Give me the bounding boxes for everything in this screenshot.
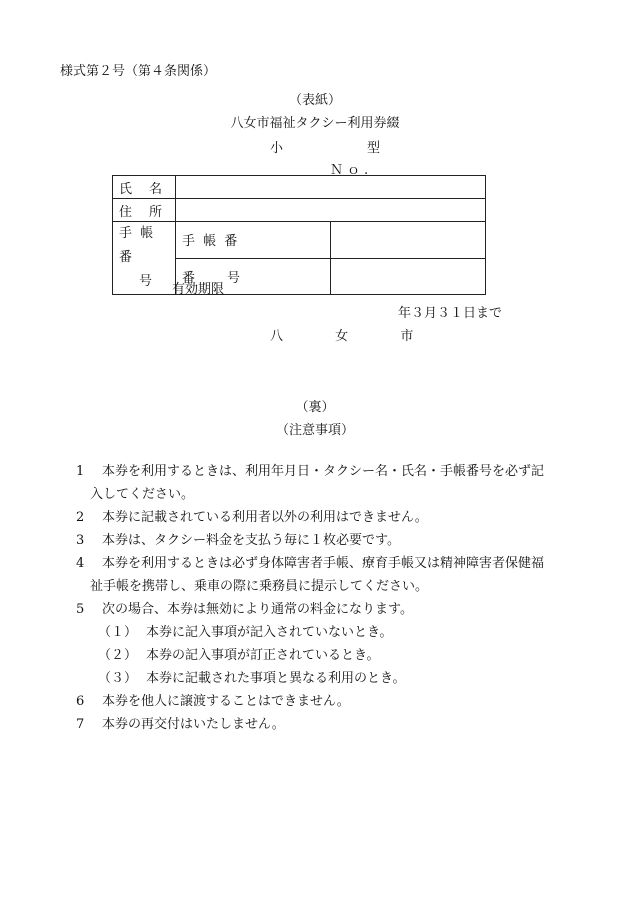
- note-number: 7: [76, 717, 85, 732]
- issuer-char-1: 八: [270, 329, 284, 344]
- note-number: 4: [76, 556, 85, 571]
- note-text-continued: 祉手帳を携帯し、乗車の際に乗務員に提示してください。: [90, 579, 429, 594]
- front-heading: （表紙）: [288, 93, 341, 108]
- info-table: [112, 175, 486, 295]
- size-right: 型: [366, 141, 380, 156]
- issuer: [270, 325, 413, 344]
- back-heading: （裏）: [295, 400, 335, 415]
- list-item: [76, 460, 576, 506]
- sub-list-item: [76, 621, 576, 644]
- sub-note-number: （２）: [98, 648, 138, 663]
- note-number: 3: [76, 533, 85, 548]
- note-number: 6: [76, 694, 85, 709]
- note-text: 次の場合、本券は無効により通常の料金になります。: [102, 602, 413, 617]
- sub-note-number: （１）: [98, 625, 138, 640]
- note-number: 5: [76, 602, 85, 617]
- sub-note-text: 本券に記載された事項と異なる利用のとき。: [146, 671, 406, 686]
- sub-list-item: [76, 644, 576, 667]
- note-text-continued: 入してください。: [90, 487, 195, 502]
- book-number-label-line1: 手 帳 番: [119, 226, 156, 265]
- note-text: 本券の再交付はいたしません。: [102, 717, 285, 732]
- name-field[interactable]: [176, 176, 486, 199]
- note-text: 本券は、タクシー料金を支払う毎に１枚必要です。: [102, 533, 400, 548]
- note-number: 1: [76, 464, 85, 479]
- book-sub-label-2: 番 号: [176, 258, 331, 295]
- note-text: 本券に記載されている利用者以外の利用はできません。: [102, 510, 428, 525]
- list-item: [76, 506, 576, 529]
- sub-note-text: 本券に記入事項が記入されていないとき。: [146, 625, 393, 640]
- book-number-label: [113, 222, 176, 295]
- book-sub-label-1: 手 帳 番: [176, 222, 331, 259]
- number-label: Ｎｏ.: [330, 163, 373, 178]
- table-row: [113, 222, 486, 259]
- document-title: 八女市福祉タクシー利用券綴: [230, 116, 400, 131]
- table-row: [113, 199, 486, 222]
- sub-list-item: [76, 667, 576, 690]
- book-number-label-line2: 号: [139, 274, 155, 289]
- validity-label: 有効期限: [172, 282, 225, 297]
- list-item: [76, 529, 576, 552]
- sub-note-text: 本券の記入事項が訂正されているとき。: [146, 648, 380, 663]
- note-text: 本券を利用するときは、利用年月日・タクシー名・氏名・手帳番号を必ず記: [102, 464, 545, 479]
- note-number: 2: [76, 510, 85, 525]
- notes-list: [76, 460, 576, 736]
- sub-note-number: （３）: [98, 671, 138, 686]
- book-number-field-1[interactable]: [331, 222, 486, 259]
- list-item: [76, 552, 576, 598]
- note-text: 本券を利用するときは必ず身体障害者手帳、療育手帳又は精神障害者保健福: [102, 556, 545, 571]
- notes-heading: （注意事項）: [275, 423, 354, 438]
- book-number-field-2[interactable]: [331, 258, 486, 295]
- issuer-char-3: 市: [400, 329, 414, 344]
- address-field[interactable]: [176, 199, 486, 222]
- issuer-char-2: 女: [335, 329, 349, 344]
- form-label: 様式第２号（第４条関係）: [60, 64, 217, 79]
- list-item: [76, 713, 576, 736]
- name-label: 氏 名: [113, 176, 176, 199]
- note-text: 本券を他人に譲渡することはできません。: [102, 694, 350, 709]
- table-row: [113, 176, 486, 199]
- list-item: [76, 598, 576, 621]
- size-left: 小: [270, 141, 284, 156]
- address-label: 住 所: [113, 199, 176, 222]
- validity-until: 年３月３１日まで: [398, 306, 503, 321]
- list-item: [76, 690, 576, 713]
